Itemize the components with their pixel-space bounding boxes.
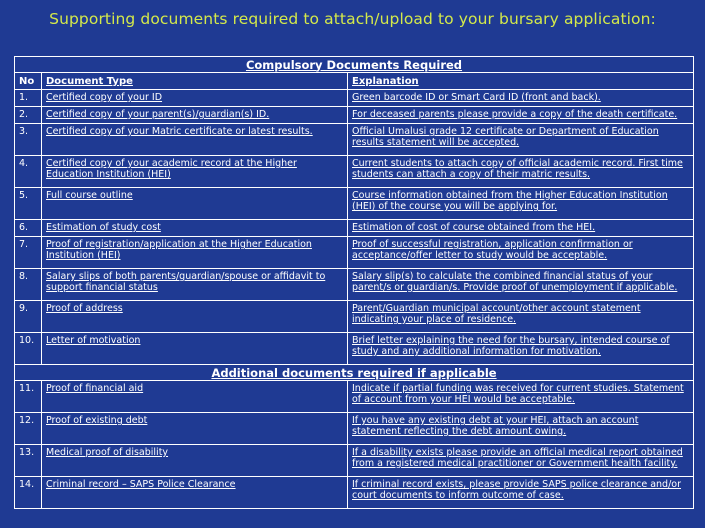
table-row — [15, 413, 694, 445]
document-type-cell-text: Proof of registration/application at the Higher Education Institution (HEI) — [46, 239, 312, 261]
explanation-cell — [348, 445, 694, 477]
table-row — [15, 445, 694, 477]
document-type-cell — [42, 107, 348, 124]
explanation-cell-text: Course information obtained from the Higher Education Institution (HEI) of the course you will be applying for. — [352, 190, 668, 212]
table-row — [15, 477, 694, 509]
documents-table — [14, 56, 694, 509]
table-row — [15, 188, 694, 220]
explanation-cell — [348, 220, 694, 237]
column-header-no: No — [15, 73, 42, 90]
row-number: 1. — [15, 90, 42, 107]
explanation-cell-text: If you have any existing debt at your HEI, attach an account statement reflecting the debt amount owing. — [352, 415, 639, 437]
explanation-cell-text: Parent/Guardian municipal account/other account statement indicating your place of residence. — [352, 303, 641, 325]
document-type-cell-text: Certified copy of your Matric certificate or latest results. — [46, 126, 313, 137]
explanation-cell — [348, 477, 694, 509]
document-type-cell — [42, 333, 348, 365]
document-type-cell-text: Proof of financial aid — [46, 383, 144, 394]
document-type-cell-text: Certified copy of your parent(s)/guardian(s) ID. — [46, 109, 270, 120]
document-type-cell-text: Criminal record – SAPS Police Clearance — [46, 479, 236, 490]
explanation-cell — [348, 381, 694, 413]
explanation-cell-text: Brief letter explaining the need for the bursary, intended course of study and any additional information for motivation. — [352, 335, 670, 357]
table-row — [15, 124, 694, 156]
document-type-cell — [42, 477, 348, 509]
explanation-cell — [348, 107, 694, 124]
document-type-cell-text: Letter of motivation — [46, 335, 141, 346]
document-type-cell-text: Proof of address — [46, 303, 123, 314]
explanation-cell — [348, 90, 694, 107]
compulsory-section-header-row — [15, 57, 694, 73]
explanation-cell — [348, 237, 694, 269]
row-number: 6. — [15, 220, 42, 237]
table-row — [15, 107, 694, 124]
explanation-cell-text: Official Umalusi grade 12 certificate or Department of Education results statement will be accepted. — [352, 126, 659, 148]
document-type-cell — [42, 90, 348, 107]
row-number: 8. — [15, 269, 42, 301]
explanation-cell-text: For deceased parents please provide a copy of the death certificate. — [352, 109, 678, 120]
row-number: 13. — [15, 445, 42, 477]
explanation-cell-text: Estimation of cost of course obtained from the HEI. — [352, 222, 596, 233]
table-row — [15, 90, 694, 107]
row-number: 11. — [15, 381, 42, 413]
row-number: 3. — [15, 124, 42, 156]
document-type-cell-text: Certified copy of your academic record at the Higher Education Institution (HEI) — [46, 158, 297, 180]
document-type-cell — [42, 381, 348, 413]
explanation-cell — [348, 156, 694, 188]
row-number: 9. — [15, 301, 42, 333]
row-number: 14. — [15, 477, 42, 509]
table-row — [15, 381, 694, 413]
explanation-cell — [348, 269, 694, 301]
explanation-cell — [348, 124, 694, 156]
document-type-cell — [42, 445, 348, 477]
document-type-cell-text: Medical proof of disability — [46, 447, 169, 458]
document-type-cell — [42, 301, 348, 333]
explanation-cell — [348, 333, 694, 365]
explanation-cell-text: If a disability exists please provide an official medical report obtained from a registered medical practitioner or Government health facility. — [352, 447, 683, 469]
document-type-cell — [42, 188, 348, 220]
row-number: 12. — [15, 413, 42, 445]
additional-section-title: Additional documents required if applicable — [15, 365, 694, 381]
document-type-cell-text: Estimation of study cost — [46, 222, 161, 233]
document-type-cell-text: Proof of existing debt — [46, 415, 148, 426]
table-row — [15, 269, 694, 301]
column-header-document — [42, 73, 348, 90]
row-number: 10. — [15, 333, 42, 365]
explanation-cell — [348, 301, 694, 333]
table-row — [15, 156, 694, 188]
explanation-cell-text: Green barcode ID or Smart Card ID (front and back). — [352, 92, 601, 103]
document-type-cell — [42, 269, 348, 301]
column-header-explanation — [348, 73, 694, 90]
document-type-cell — [42, 413, 348, 445]
table-row — [15, 301, 694, 333]
compulsory-section-title: Compulsory Documents Required — [15, 57, 694, 73]
document-type-cell-text: Certified copy of your ID — [46, 92, 163, 103]
document-type-cell — [42, 237, 348, 269]
explanation-cell-text: Salary slip(s) to calculate the combined financial status of your parent/s or guardian/s. Provide proof of unemployment if applicable. — [352, 271, 678, 293]
row-number: 5. — [15, 188, 42, 220]
row-number: 4. — [15, 156, 42, 188]
column-header-explanation-label: Explanation — [352, 76, 419, 87]
explanation-cell-text: Proof of successful registration, application confirmation or acceptance/offer letter to study would be acceptable. — [352, 239, 633, 261]
document-type-cell — [42, 156, 348, 188]
additional-section-header-row — [15, 365, 694, 381]
row-number: 2. — [15, 107, 42, 124]
table-row — [15, 220, 694, 237]
page-title: Supporting documents required to attach/upload to your bursary application: — [49, 10, 656, 28]
document-type-cell-text: Full course outline — [46, 190, 133, 201]
column-header-document-label: Document Type — [46, 76, 133, 87]
explanation-cell-text: Current students to attach copy of official academic record. First time students can attach a copy of their matric results. — [352, 158, 683, 180]
column-header-row — [15, 73, 694, 90]
table-row — [15, 237, 694, 269]
document-type-cell-text: Salary slips of both parents/guardian/spouse or affidavit to support financial status — [46, 271, 326, 293]
explanation-cell — [348, 188, 694, 220]
document-type-cell — [42, 220, 348, 237]
table-row — [15, 333, 694, 365]
document-type-cell — [42, 124, 348, 156]
explanation-cell — [348, 413, 694, 445]
explanation-cell-text: If criminal record exists, please provide SAPS police clearance and/or court documents to inform outcome of case. — [352, 479, 681, 501]
row-number: 7. — [15, 237, 42, 269]
explanation-cell-text: Indicate if partial funding was received for current studies. Statement of account from your HEI would be acceptable. — [352, 383, 684, 405]
